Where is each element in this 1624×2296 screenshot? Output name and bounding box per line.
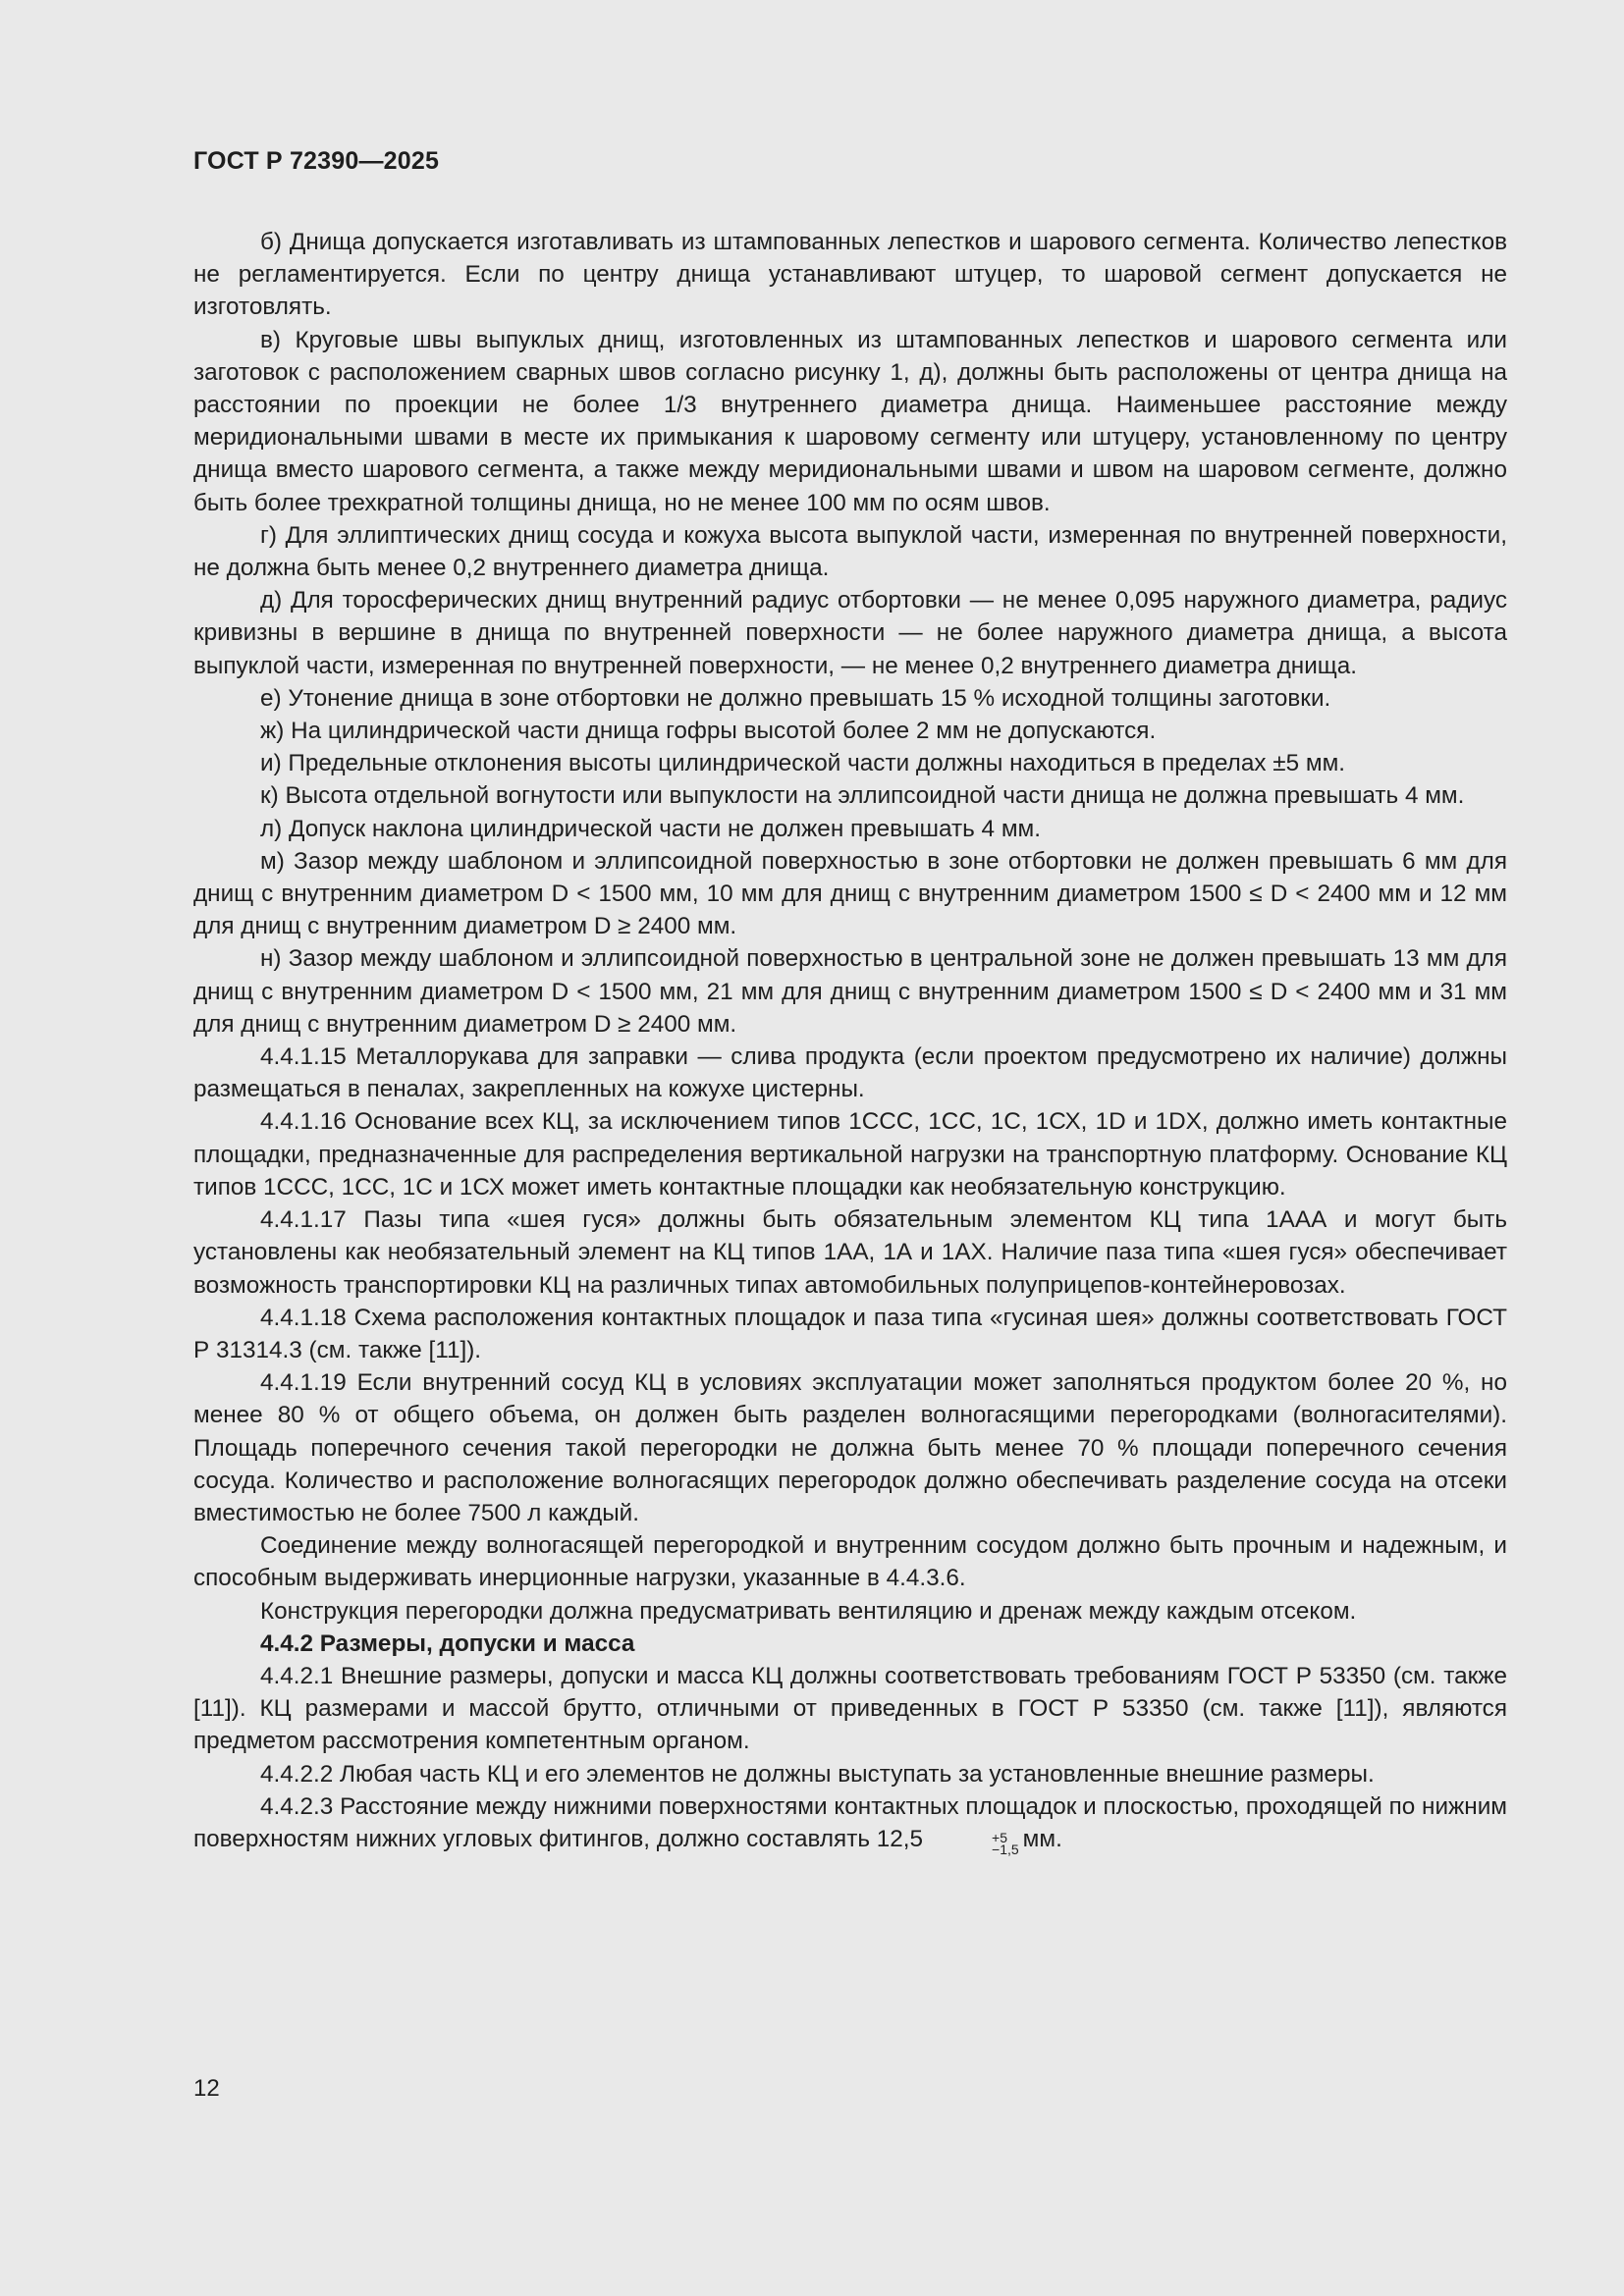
paragraph: г) Для эллиптических днищ сосуда и кожуха высота выпуклой части, измеренная по внутренней поверхности, не должна быть менее 0,2 внутреннего диаметра днища. (193, 521, 1507, 582)
paragraph: ж) На цилиндрической части днища гофры высотой более 2 мм не допускаются. (260, 718, 1157, 745)
paragraph: н) Зазор между шаблоном и эллипсоидной поверхностью в центральной зоне не должен превышать 13 мм для днищ с внутренним диаметром D < 1500 мм, 21 мм для днищ с внутренним диаметром 1500 ≤ D < 2400 мм и 31 мм для днищ с внутренним диаметром D ≥ 2400 мм. (193, 945, 1507, 1038)
paragraph: б) Днища допускается изготавливать из штампованных лепестков и шарового сегмента. Количество лепестков не регламентируется. Если по центру днища устанавливают штуцер, то шаровой сегмент допускается не изготовлять. (193, 229, 1507, 321)
paragraph: 4.4.2.2 Любая часть КЦ и его элементов не должны выступать за установленные внешние размеры. (260, 1760, 1375, 1788)
paragraph: л) Допуск наклона цилиндрической части не должен превышать 4 мм. (260, 815, 1041, 842)
paragraph: 4.4.1.15 Металлорукава для заправки — слива продукта (если проектом предусмотрено их наличие) должны размещаться в пеналах, закрепленных на кожухе цистерны. (193, 1043, 1507, 1103)
paragraph-text: 4.4.2.3 Расстояние между нижними поверхностями контактных площадок и плоскостью, проходящей по нижним поверхностям нижних угловых фитингов, должно составлять 12,5 (193, 1792, 1507, 1852)
paragraph-with-tolerance (193, 1790, 1507, 1855)
section-heading: 4.4.2 Размеры, допуски и масса (260, 1629, 635, 1657)
paragraph: 4.4.1.17 Пазы типа «шея гуся» должны быть обязательным элементом КЦ типа 1ААА и могут быть установлены как необязательный элемент на КЦ типов 1АА, 1А и 1АХ. Наличие паза типа «шея гуся» обеспечивает возможность транспортировки КЦ на различных типах автомобильных полуприцепов-контейнеровозах. (193, 1206, 1507, 1299)
page-number: 12 (193, 2075, 220, 2102)
paragraph: в) Круговые швы выпуклых днищ, изготовленных из штампованных лепестков и шарового сегмента или заготовок с расположением сварных швов согласно рисунку 1, д), должны быть расположены от центра днища на расстоянии по проекции не более 1/3 внутреннего диаметра днища. Наименьшее расстояние между меридиональными швами в месте их примыкания к шаровому сегменту или штуцеру, установленному по центру днища вместо шарового сегмента, а также между меридиональными швами и швом на шаровом сегменте, должно быть более трехкратной толщины днища, но не менее 100 мм по осям швов. (193, 326, 1507, 516)
document-header: ГОСТ Р 72390—2025 (193, 147, 440, 175)
unit-text: мм. (1022, 1825, 1062, 1852)
tolerance-upper: +5 (992, 1829, 1007, 1845)
tolerance-lower: −1,5 (992, 1841, 1019, 1857)
paragraph: 4.4.1.18 Схема расположения контактных площадок и паза типа «гусиная шея» должны соответствовать ГОСТ Р 31314.3 (см. также [11]). (193, 1304, 1507, 1363)
paragraph: 4.4.1.19 Если внутренний сосуд КЦ в условиях эксплуатации может заполняться продуктом более 20 %, но менее 80 % от общего объема, он должен быть разделен волногасящими перегородками (волногасителями). Площадь поперечного сечения такой перегородки не должна быть менее 70 % площади поперечного сечения сосуда. Количество и расположение волногасящих перегородок должно обеспечивать разделение сосуда на отсеки вместимостью не более 7500 л каждый. (193, 1369, 1507, 1526)
paragraph: 4.4.2.1 Внешние размеры, допуски и масса КЦ должны соответствовать требованиям ГОСТ Р 53350 (см. также [11]). КЦ размерами и массой брутто, отличными от приведенных в ГОСТ Р 53350 (см. также [11]), являются предметом рассмотрения компетентным органом. (193, 1662, 1507, 1755)
paragraph: Конструкция перегородки должна предусматривать вентиляцию и дренаж между каждым отсеком. (260, 1597, 1357, 1625)
tolerance (925, 1829, 1019, 1857)
paragraph: к) Высота отдельной вогнутости или выпуклости на эллипсоидной части днища не должна превышать 4 мм. (260, 782, 1465, 810)
document-body (193, 226, 1507, 1855)
paragraph: Соединение между волногасящей перегородкой и внутренним сосудом должно быть прочным и надежным, и способным выдерживать инерционные нагрузки, указанные в 4.4.3.6. (193, 1532, 1507, 1592)
paragraph: е) Утонение днища в зоне отбортовки не должно превышать 15 % исходной толщины заготовки. (260, 684, 1331, 712)
paragraph: и) Предельные отклонения высоты цилиндрической части должны находиться в пределах ±5 мм. (260, 750, 1346, 777)
paragraph: д) Для торосферических днищ внутренний радиус отбортовки — не менее 0,095 наружного диаметра, радиус кривизны в вершине в днища по внутренней поверхности — не более наружного диаметра днища, а высота выпуклой части, измеренная по внутренней поверхности, — не менее 0,2 внутреннего диаметра днища. (193, 587, 1507, 679)
paragraph: 4.4.1.16 Основание всех КЦ, за исключением типов 1ССС, 1СС, 1С, 1СХ, 1D и 1DX, должно иметь контактные площадки, предназначенные для распределения вертикальной нагрузки на транспортную платформу. Основание КЦ типов 1ССС, 1СС, 1С и 1СХ может иметь контактные площадки как необязательную конструкцию. (193, 1108, 1507, 1201)
paragraph: м) Зазор между шаблоном и эллипсоидной поверхностью в зоне отбортовки не должен превышать 6 мм для днищ с внутренним диаметром D < 1500 мм, 10 мм для днищ с внутренним диаметром 1500 ≤ D < 2400 мм и 12 мм для днищ с внутренним диаметром D ≥ 2400 мм. (193, 847, 1507, 940)
